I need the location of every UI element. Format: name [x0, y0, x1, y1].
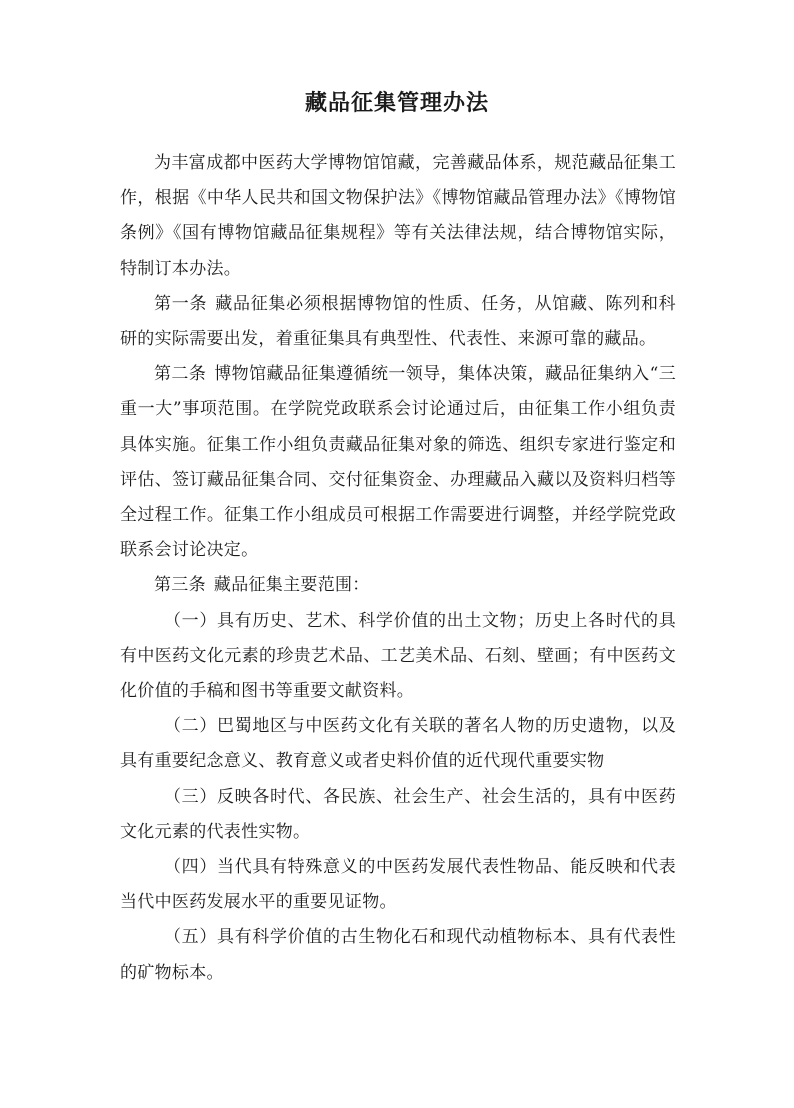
article-1 — [120, 287, 676, 357]
article-3-text: 藏品征集主要范围： — [213, 575, 370, 596]
article-2-text: 博物馆藏品征集遵循统一领导，集体决策，藏品征集纳入“三重一大”事项范围。在学院党政联系会讨论通过后，由征集工作小组负责具体实施。征集工作小组负责藏品征集对象的筛选、组织专家进行鉴定和评估、签订藏品征集合同、交付征集资金、办理藏品入藏以及资料归档等全过程工作。征集工作小组成员可根据工作需要进行调整，并经学院党政联系会讨论决定。 — [120, 364, 676, 561]
article-3-number: 第三条 — [154, 575, 206, 596]
document-title: 藏品征集管理办法 — [304, 91, 489, 116]
article-2-number: 第二条 — [154, 364, 207, 385]
article-1-text: 藏品征集必须根据博物馆的性质、任务，从馆藏、陈列和科研的实际需要出发，着重征集具有典型性、代表性、来源可靠的藏品。 — [120, 293, 676, 350]
scope-item-2: （二）巴蜀地区与中医药文化有关联的著名人物的历史遗物，以及具有重要纪念意义、教育意义或者史料价值的近代现代重要实物 — [120, 716, 676, 772]
document-body — [120, 146, 676, 991]
scope-item-5: （五）具有科学价值的古生物化石和现代动植物标本、具有代表性的矿物标本。 — [120, 927, 676, 983]
article-2 — [120, 357, 676, 568]
scope-item-3: （三）反映各时代、各民族、社会生产、社会生活的，具有中医药文化元素的代表性实物。 — [120, 786, 676, 842]
article-1-number: 第一条 — [154, 293, 208, 314]
scope-item-1: （一）具有历史、艺术、科学价值的出土文物；历史上各时代的具有中医药文化元素的珍贵艺术品、工艺美术品、石刻、壁画；有中医药文化价值的手稿和图书等重要文献资料。 — [120, 610, 676, 702]
scope-item-4: （四）当代具有特殊意义的中医药发展代表性物品、能反映和代表当代中医药发展水平的重要见证物。 — [120, 857, 676, 913]
intro-paragraph: 为丰富成都中医药大学博物馆馆藏，完善藏品体系，规范藏品征集工作，根据《中华人民共和国文物保护法》《博物馆藏品管理办法》《博物馆条例》《国有博物馆藏品征集规程》等有关法律法规，结合博物馆实际，特制订本办法。 — [120, 153, 676, 279]
article-3 — [120, 568, 676, 603]
